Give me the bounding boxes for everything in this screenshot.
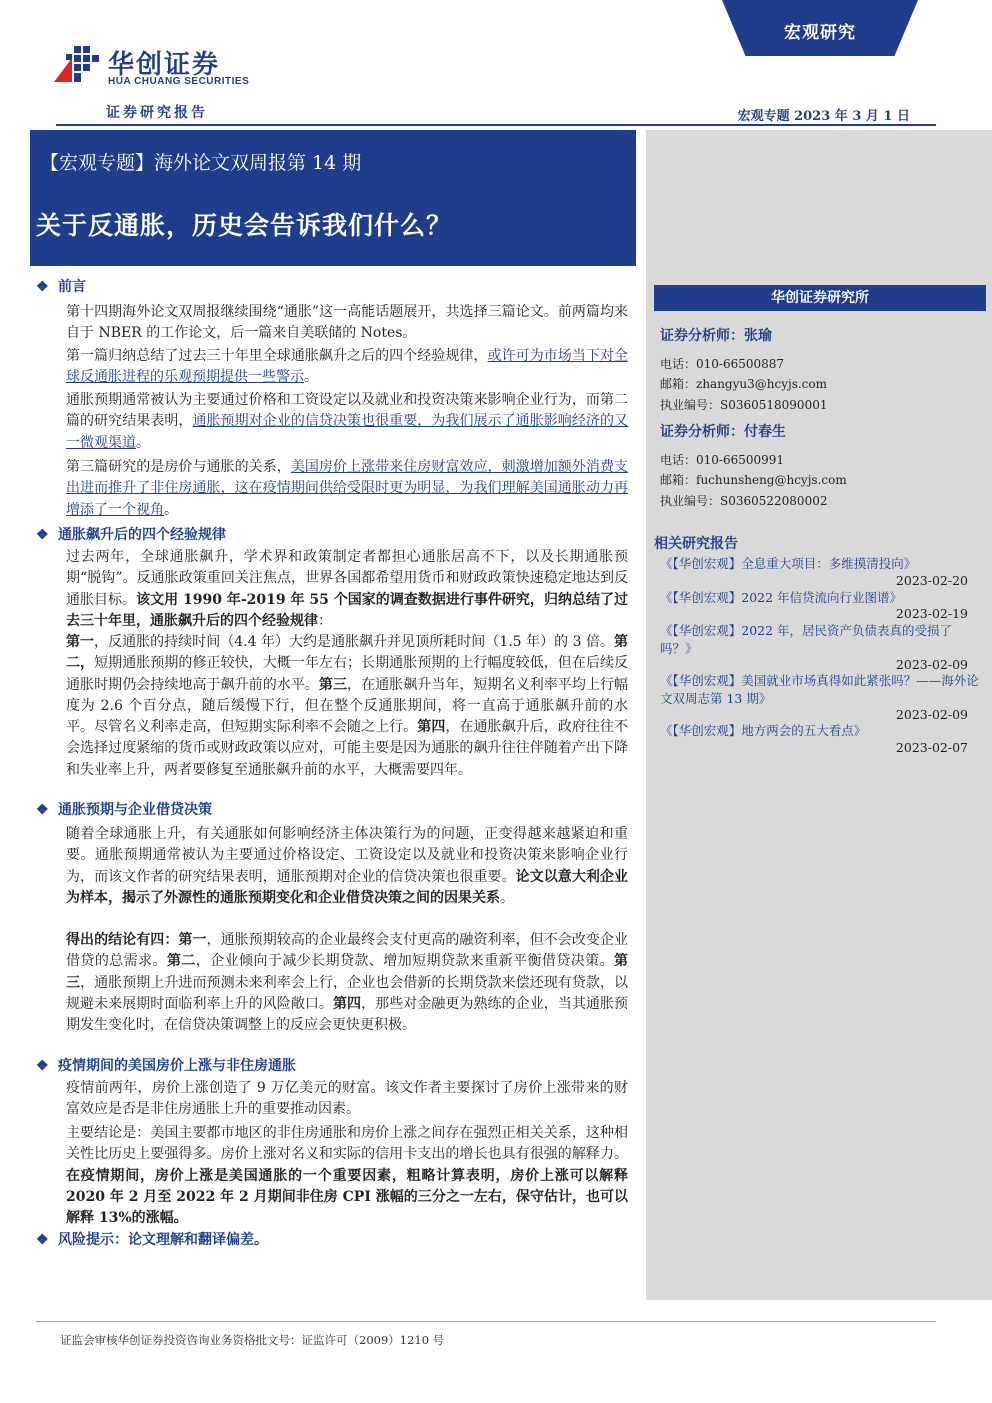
related-reports-heading: 相关研究报告 xyxy=(654,536,738,552)
analyst-license: 执业编号：S0360518090001 xyxy=(660,398,828,412)
analyst-phone: 电话：010-66500887 xyxy=(660,357,785,371)
paragraph: 第一，反通胀的持续时间（4.4 年）大约是通胀飙升并见顶所耗时间（1.5 年）的 3 倍。第二，短期通胀预期的修正较快，大概一年左右；长期通胀预期的上行幅度较低，但在后续反通胀时期仍会持续地高于飙升前的水平。第三，在通胀飙升当年，短期名义利率平均上行幅度为 2.6 个百分点，随后缓慢下行，但在整个反通胀期间，将一直高于通胀飙升前的水平。尽管名义利率走高，但短期实际利率不会随之上行。第四，在通胀飙升后，政府往往不会选择过度紧缩的货币或财政政策以应对，可能主要是因为通胀的飙升往往伴随着产出下降和失业率上升，两者要修复至通胀飙升前的水平，大概需要四年。 xyxy=(66,634,629,778)
footer-disclaimer: 证监会审核华创证券投资咨询业务资格批文号：证监许可（2009）1210 号 xyxy=(60,1333,445,1347)
header-divider xyxy=(56,124,936,126)
report-type: 证券研究报告 xyxy=(106,105,208,121)
section-heading: ❖ 通胀预期与企业借贷决策 xyxy=(36,802,212,818)
analyst-email[interactable]: 邮箱：fuchunsheng@hcyjs.com xyxy=(660,473,847,487)
footer-divider xyxy=(36,1321,936,1322)
analyst-license: 执业编号：S0360522080002 xyxy=(660,494,828,508)
section-heading: ❖ 疫情期间的美国房价上涨与非住房通胀 xyxy=(36,1058,296,1074)
institute-name: 华创证券研究所 xyxy=(654,285,986,311)
diamond-bullet-icon: ❖ xyxy=(36,802,49,818)
paragraph: 过去两年，全球通胀飙升，学术界和政策制定者都担心通胀居高不下，以及长期通胀预期“脱钩”。反通胀政策重回关注焦点，世界各国都希望用货币和财政政策快速稳定地达到反通胀目标。该文用 1990 年-2019 年 55 个国家的调查数据进行事件研究，归纳总结了过去三十年里，通胀飙升后的四个经验规律： xyxy=(66,549,629,629)
paragraph: 疫情前两年，房价上涨创造了 9 万亿美元的财富。该文作者主要探讨了房价上涨带来的财富效应是否是非住房通胀上升的重要推动因素。 xyxy=(66,1080,628,1118)
paragraph: 第一篇归纳总结了过去三十年里全球通胀飙升之后的四个经验规律，或许可为市场当下对全球反通胀进程的乐观预期提供一些警示。 xyxy=(66,348,629,386)
paragraph: 得出的结论有四：第一，通胀预期较高的企业最终会支付更高的融资利率，但不会改变企业借贷的总需求。第二，企业倾向于减少长期贷款、增加短期贷款来重新平衡借贷决策。第三，通胀预期上升进而预测未来利率会上行，企业也会借新的长期贷款来偿还现有贷款，以规避未来展期时面临利率上升的风险敞口。第四，那些对金融更为熟练的企业，当其通胀预期发生变化时，在信贷决策调整上的反应会更快更积极。 xyxy=(66,932,629,1034)
related-report-date: 2023-02-09 xyxy=(895,707,968,722)
related-report-link[interactable]: 《【华创宏观】全息重大项目：多维摸清投向》 xyxy=(660,556,917,571)
company-logo xyxy=(52,44,102,84)
related-report-link[interactable]: 《【华创宏观】美国就业市场真得如此紧张吗？——海外论文双周志第 13 期》 xyxy=(660,673,979,706)
report-title: 关于反通胀，历史会告诉我们什么？ xyxy=(36,211,453,240)
paragraph: 通胀预期通常被认为主要通过价格和工资设定以及就业和投资决策来影响企业行为，而第二篇的研究结果表明，通胀预期对企业的信贷决策也很重要，为我们展示了通胀影响经济的又一微观渠道。 xyxy=(66,392,629,451)
analyst-name: 证券分析师：张瑜 xyxy=(660,328,772,344)
paragraph: 第十四期海外论文双周报继续围绕“通胀”这一高能话题展开，共选择三篇论文。前两篇均来自于 NBER 的工作论文，后一篇来自美联储的 Notes。 xyxy=(66,304,628,342)
diamond-bullet-icon: ❖ xyxy=(36,279,49,295)
analyst-phone: 电话：010-66500991 xyxy=(660,453,785,467)
related-report-link[interactable]: 《【华创宏观】2022 年信贷流向行业图谱》 xyxy=(660,590,903,605)
paragraph: 主要结论是：美国主要都市地区的非住房通胀和房价上涨之间存在强烈正相关关系，这种相关性比历史上要强得多。房价上涨对名义和实际的信用卡支出的增长也具有很强的解释力。在疫情期间，房价上涨是美国通胀的一个重要因素，粗略计算表明，房价上涨可以解释 2020 年 2 月至 2022 年 2 月期间非住房 CPI 涨幅的三分之一左右，保守估计，也可以解释 13%的涨幅。 xyxy=(66,1125,628,1227)
risk-warning: ❖ 风险提示：论文理解和翻译偏差。 xyxy=(36,1232,268,1248)
section-heading: ❖ 通胀飙升后的四个经验规律 xyxy=(36,527,226,543)
section-heading: ❖ 前言 xyxy=(36,279,86,295)
related-report-date: 2023-02-19 xyxy=(895,606,968,621)
report-subtitle: 【宏观专题】海外论文双周报第 14 期 xyxy=(40,152,362,174)
analyst-email[interactable]: 邮箱：zhangyu3@hcyjs.com xyxy=(660,377,828,391)
paragraph: 第三篇研究的是房价与通胀的关系，美国房价上涨带来住房财富效应，刺激增加额外消费支出进而推升了非住房通胀，这在疫情期间供给受限时更为明显，为我们理解美国通胀动力再增添了一个视角。 xyxy=(66,459,629,518)
diamond-bullet-icon: ❖ xyxy=(36,1232,49,1248)
paragraph: 随着全球通胀上升，有关通胀如何影响经济主体决策行为的问题，正变得越来越紧迫和重要。通胀预期通常被认为主要通过价格设定、工资设定以及就业和投资决策来影响企业行为，而该文作者的研究结果表明，通胀预期对企业的信贷决策也很重要。论文以意大利企业为样本，揭示了外源性的通胀预期变化和企业借贷决策之间的因果关系。 xyxy=(66,826,628,906)
report-date: 宏观专题 2023 年 3 月 1 日 xyxy=(737,109,910,124)
related-report-link[interactable]: 《【华创宏观】2022 年，居民资产负债表真的受损了吗？》 xyxy=(660,623,953,656)
related-report-link[interactable]: 《【华创宏观】地方两会的五大看点》 xyxy=(660,723,867,738)
related-report-date: 2023-02-20 xyxy=(895,573,968,588)
diamond-bullet-icon: ❖ xyxy=(36,1058,49,1074)
related-report-date: 2023-02-07 xyxy=(895,740,968,755)
brand-name-en: HUA CHUANG SECURITIES xyxy=(108,76,250,87)
category-tag: 宏观研究 xyxy=(784,23,856,43)
analyst-name: 证券分析师：付春生 xyxy=(660,424,786,440)
related-report-date: 2023-02-09 xyxy=(895,657,968,672)
diamond-bullet-icon: ❖ xyxy=(36,527,49,543)
brand-name: 华创证券 xyxy=(108,50,221,80)
